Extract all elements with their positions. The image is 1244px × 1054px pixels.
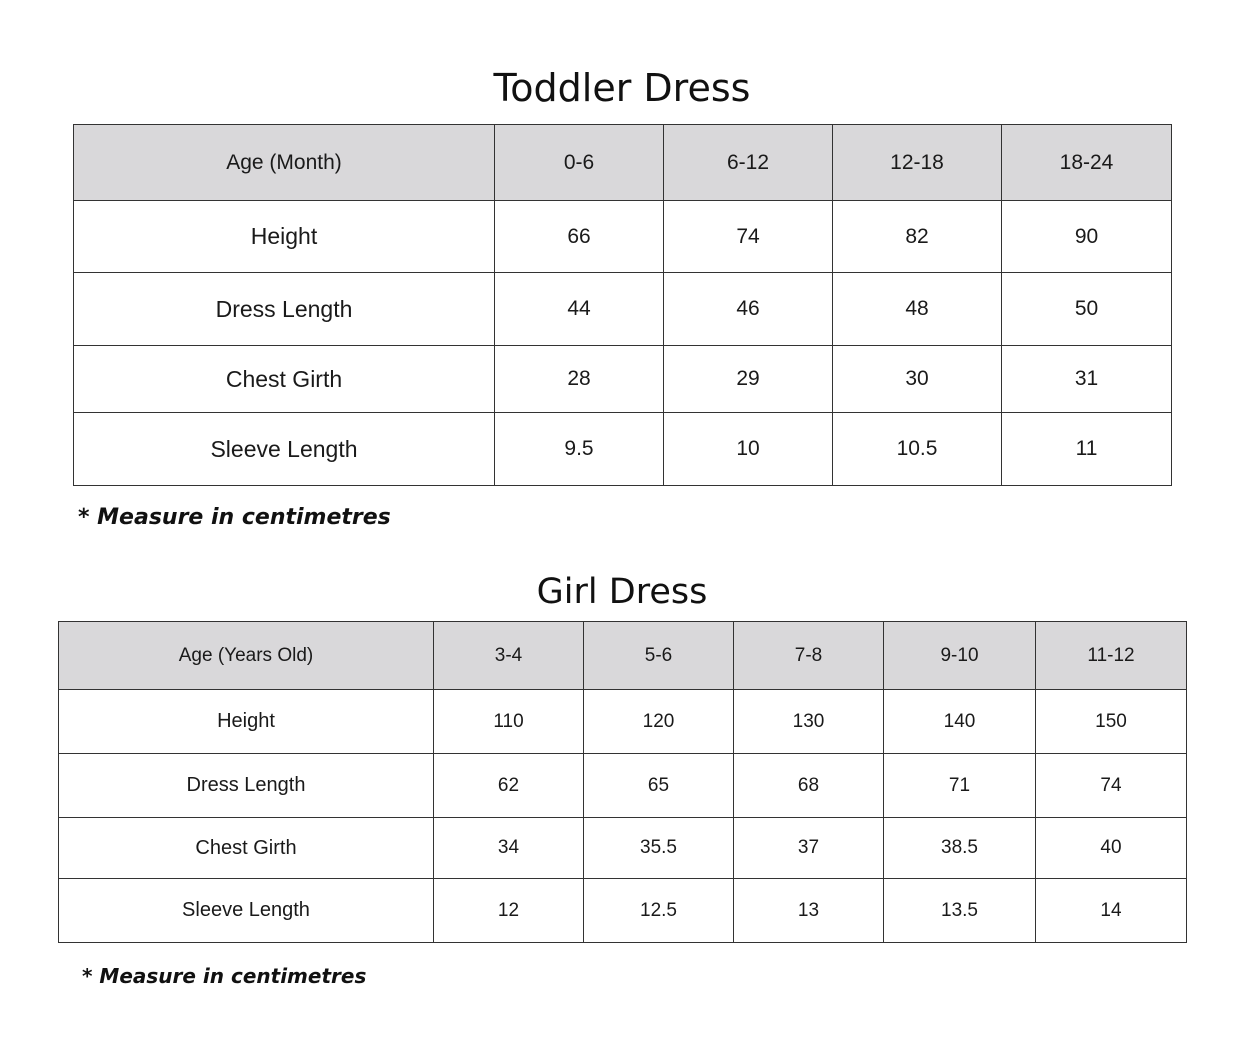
header-cell: 5-6 xyxy=(584,622,734,690)
table-header-row xyxy=(59,622,1187,690)
table-cell: 40 xyxy=(1036,818,1187,879)
table-cell: 50 xyxy=(1002,273,1172,346)
row-label: Chest Girth xyxy=(59,818,434,879)
header-cell: 9-10 xyxy=(884,622,1036,690)
table-cell: 29 xyxy=(664,346,833,413)
row-label: Dress Length xyxy=(74,273,495,346)
table-cell: 34 xyxy=(434,818,584,879)
header-cell: 7-8 xyxy=(734,622,884,690)
table-cell: 35.5 xyxy=(584,818,734,879)
girl-title: Girl Dress xyxy=(536,572,708,612)
table-row xyxy=(59,818,1187,879)
toddler-title: Toddler Dress xyxy=(493,66,751,110)
table-row xyxy=(74,346,1172,413)
toddler-size-table xyxy=(73,124,1172,486)
table-cell: 65 xyxy=(584,754,734,818)
row-label: Height xyxy=(59,690,434,754)
table-cell: 48 xyxy=(833,273,1002,346)
table-cell: 82 xyxy=(833,201,1002,273)
table-cell: 14 xyxy=(1036,879,1187,943)
measure-note: * Measure in centimetres xyxy=(78,505,391,530)
row-label: Height xyxy=(74,201,495,273)
measure-note: * Measure in centimetres xyxy=(82,964,367,988)
table-cell: 62 xyxy=(434,754,584,818)
table-cell: 12 xyxy=(434,879,584,943)
table-cell: 28 xyxy=(495,346,664,413)
row-label: Sleeve Length xyxy=(74,413,495,486)
header-cell: 18-24 xyxy=(1002,125,1172,201)
table-cell: 66 xyxy=(495,201,664,273)
table-cell: 11 xyxy=(1002,413,1172,486)
table-row xyxy=(74,273,1172,346)
table-cell: 120 xyxy=(584,690,734,754)
table-cell: 9.5 xyxy=(495,413,664,486)
header-cell: 3-4 xyxy=(434,622,584,690)
table-cell: 110 xyxy=(434,690,584,754)
table-header-row xyxy=(74,125,1172,201)
table-cell: 37 xyxy=(734,818,884,879)
row-label: Dress Length xyxy=(59,754,434,818)
table-cell: 71 xyxy=(884,754,1036,818)
girl-size-table xyxy=(58,621,1187,943)
table-cell: 38.5 xyxy=(884,818,1036,879)
table-cell: 90 xyxy=(1002,201,1172,273)
table-cell: 68 xyxy=(734,754,884,818)
table-cell: 31 xyxy=(1002,346,1172,413)
header-cell: 0-6 xyxy=(495,125,664,201)
table-row xyxy=(59,754,1187,818)
header-cell-age: Age (Years Old) xyxy=(59,622,434,690)
row-label: Sleeve Length xyxy=(59,879,434,943)
table-cell: 74 xyxy=(1036,754,1187,818)
table-row xyxy=(59,879,1187,943)
table-row xyxy=(74,413,1172,486)
header-cell: 11-12 xyxy=(1036,622,1187,690)
table-cell: 13 xyxy=(734,879,884,943)
table-cell: 44 xyxy=(495,273,664,346)
table-cell: 12.5 xyxy=(584,879,734,943)
table-cell: 46 xyxy=(664,273,833,346)
table-cell: 13.5 xyxy=(884,879,1036,943)
table-cell: 130 xyxy=(734,690,884,754)
table-cell: 30 xyxy=(833,346,1002,413)
table-cell: 10.5 xyxy=(833,413,1002,486)
table-cell: 140 xyxy=(884,690,1036,754)
header-cell-age: Age (Month) xyxy=(74,125,495,201)
table-cell: 10 xyxy=(664,413,833,486)
header-cell: 6-12 xyxy=(664,125,833,201)
table-row xyxy=(74,201,1172,273)
table-row xyxy=(59,690,1187,754)
table-cell: 150 xyxy=(1036,690,1187,754)
header-cell: 12-18 xyxy=(833,125,1002,201)
row-label: Chest Girth xyxy=(74,346,495,413)
table-cell: 74 xyxy=(664,201,833,273)
